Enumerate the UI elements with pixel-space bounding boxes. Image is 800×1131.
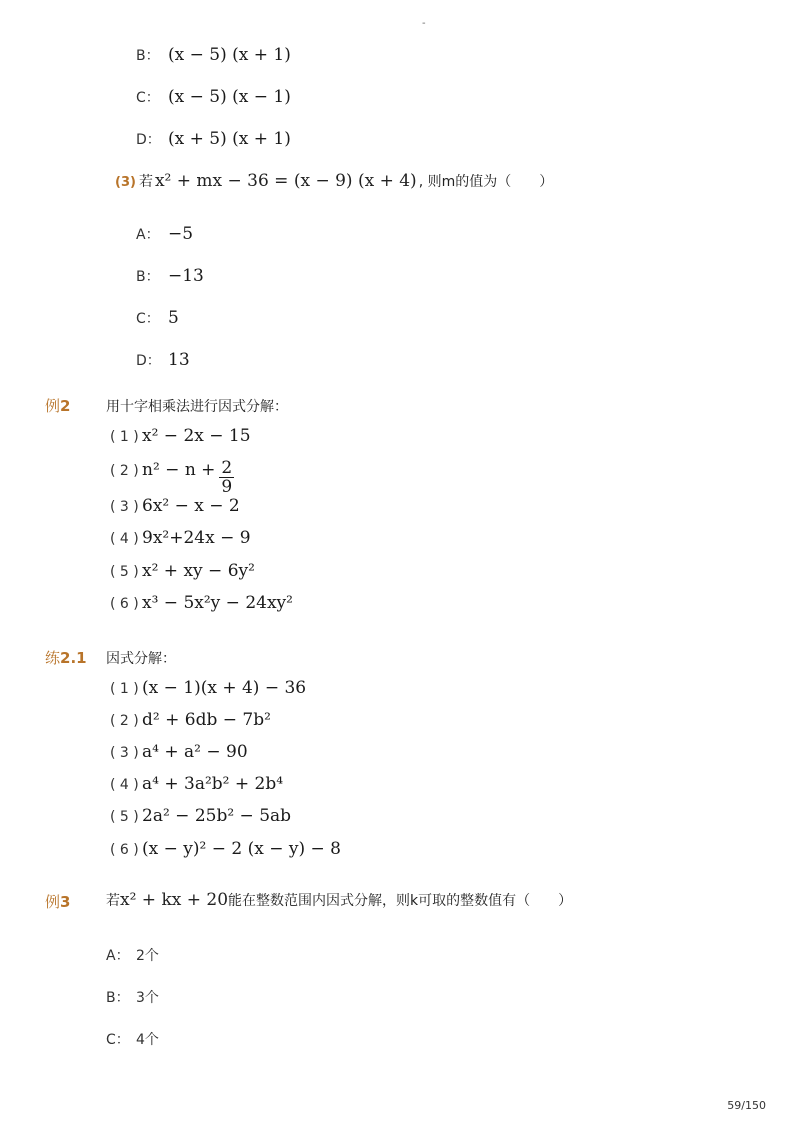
- item-number: ( 3 ): [110, 745, 139, 761]
- example-2-text: 用十字相乘法进行因式分解：: [106, 399, 288, 415]
- item-number: ( 1 ): [110, 429, 139, 445]
- question-equation: x² + mx − 36 = (x − 9) (x + 4): [154, 171, 417, 191]
- q2-option-d[interactable]: [136, 129, 291, 149]
- ex3-option-a[interactable]: [106, 945, 159, 965]
- option-value: 2个: [136, 948, 159, 964]
- example-2-tag: [45, 395, 70, 416]
- question-number: (3): [115, 175, 136, 190]
- q2-option-c[interactable]: [136, 87, 291, 107]
- question-prefix: 若: [106, 893, 120, 909]
- option-value: (x + 5) (x + 1): [168, 129, 291, 149]
- practice-2-1-item-5: [110, 806, 291, 826]
- practice-2-1-tag: [45, 647, 87, 668]
- item-expression: (x − y)² − 2 (x − y) − 8: [142, 839, 341, 859]
- option-label: C：: [136, 90, 160, 106]
- item-number: ( 5 ): [110, 564, 139, 580]
- fraction-numerator: 2: [221, 458, 233, 478]
- q3-option-a[interactable]: [136, 224, 193, 244]
- tag-number: 2: [60, 397, 71, 415]
- practice-2-1-item-3: [110, 742, 248, 762]
- option-value: −5: [168, 224, 194, 244]
- item-expression: n² − n +: [142, 460, 216, 480]
- item-expression: 2a² − 25b² − 5ab: [142, 806, 292, 826]
- example-2-item-5: [110, 561, 255, 581]
- q3-option-d[interactable]: [136, 350, 190, 370]
- practice-2-1-item-6: [110, 839, 341, 859]
- option-label: B：: [106, 990, 130, 1006]
- tag-number: 3: [60, 893, 71, 911]
- example-2-item-2: [110, 460, 234, 498]
- option-label: C：: [106, 1032, 130, 1048]
- tag-prefix: 练: [45, 649, 61, 667]
- item-number: ( 4 ): [110, 777, 139, 793]
- option-value: 5: [168, 308, 179, 328]
- item-number: ( 4 ): [110, 531, 139, 547]
- example-2-item-6: [110, 593, 293, 613]
- option-value: 3个: [136, 990, 159, 1006]
- item-expression: x² − 2x − 15: [142, 426, 251, 446]
- question-expression: x² + kx + 20: [120, 890, 229, 910]
- option-label: A：: [136, 227, 160, 243]
- option-label: B：: [136, 48, 160, 64]
- example-2-item-4: [110, 528, 251, 548]
- option-label: D：: [136, 132, 161, 148]
- item-number: ( 6 ): [110, 842, 139, 858]
- question-3: [115, 171, 553, 191]
- option-label: A：: [106, 948, 130, 964]
- option-value: 4个: [136, 1032, 159, 1048]
- practice-2-1-item-4: [110, 774, 283, 794]
- example-2-item-1: [110, 426, 251, 446]
- example-3-tag: [45, 891, 70, 912]
- item-number: ( 6 ): [110, 596, 139, 612]
- option-label: C：: [136, 311, 160, 327]
- item-number: ( 2 ): [110, 713, 139, 729]
- item-number: ( 2 ): [110, 463, 139, 479]
- item-expression: x³ − 5x²y − 24xy²: [142, 593, 293, 613]
- practice-2-1-item-2: [110, 710, 271, 730]
- item-expression: a⁴ + 3a²b² + 2b⁴: [142, 774, 284, 794]
- option-value: 13: [168, 350, 190, 370]
- q2-option-b[interactable]: [136, 45, 291, 65]
- item-number: ( 5 ): [110, 809, 139, 825]
- page-number: 59/150: [727, 1099, 766, 1112]
- question-prefix: 若: [138, 174, 153, 190]
- item-expression: 6x² − x − 2: [142, 496, 240, 516]
- option-value: (x − 5) (x − 1): [168, 87, 291, 107]
- ex3-option-c[interactable]: [106, 1029, 159, 1049]
- item-expression: a⁴ + a² − 90: [142, 742, 248, 762]
- q3-option-b[interactable]: [136, 266, 204, 286]
- item-expression: 9x²+24x − 9: [142, 528, 251, 548]
- item-expression: (x − 1)(x + 4) − 36: [142, 678, 307, 698]
- option-value: −13: [168, 266, 204, 286]
- question-suffix: 能在整数范围内因式分解，则k可取的整数值有（ ）: [228, 893, 573, 909]
- option-label: D：: [136, 353, 161, 369]
- item-expression: x² + xy − 6y²: [142, 561, 255, 581]
- fraction-denominator: 9: [221, 477, 233, 497]
- example-2-item-3: [110, 496, 240, 516]
- q3-option-c[interactable]: [136, 308, 179, 328]
- question-suffix: , 则m的值为（ ）: [418, 174, 554, 190]
- tag-number: 2.1: [60, 649, 87, 667]
- item-number: ( 1 ): [110, 681, 139, 697]
- tag-prefix: 例: [45, 893, 61, 911]
- fraction: [219, 459, 234, 496]
- practice-2-1-item-1: [110, 678, 306, 698]
- item-number: ( 3 ): [110, 499, 139, 515]
- option-value: (x − 5) (x + 1): [168, 45, 291, 65]
- practice-2-1-text: 因式分解：: [106, 651, 176, 667]
- page-top-mark: -: [422, 18, 426, 29]
- example-3-question: [106, 890, 572, 910]
- item-expression: d² + 6db − 7b²: [142, 710, 271, 730]
- tag-prefix: 例: [45, 397, 61, 415]
- ex3-option-b[interactable]: [106, 987, 159, 1007]
- option-label: B：: [136, 269, 160, 285]
